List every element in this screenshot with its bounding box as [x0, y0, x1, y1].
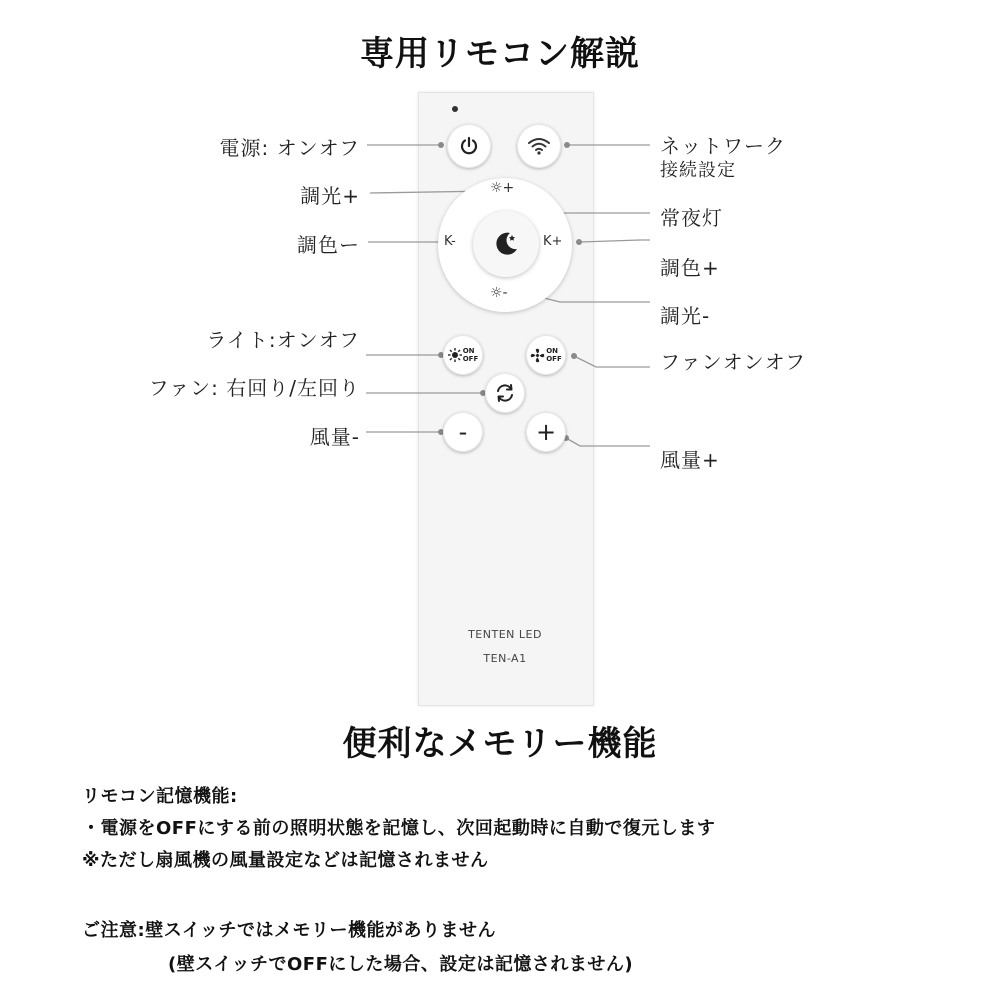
color-down-button[interactable]: K- — [444, 234, 456, 249]
light-on-text: ON — [462, 347, 475, 355]
rotate-icon — [494, 382, 516, 404]
power-button[interactable] — [447, 124, 491, 168]
label-color-up: 調色+ — [660, 256, 720, 280]
fan-icon — [530, 348, 545, 363]
label-power: 電源: オンオフ — [219, 136, 360, 160]
label-night-light: 常夜灯 — [660, 206, 723, 230]
label-fan-direction: ファン: 右回り/左回り — [148, 376, 360, 400]
label-network-line1: ネットワーク — [660, 134, 786, 158]
label-color-down: 調色ー — [297, 233, 360, 257]
light-off-text: OFF — [462, 355, 479, 363]
page-title: 専用リモコン解説 — [360, 34, 640, 74]
note-caution-detail: (壁スイッチでOFFにした場合、設定は記憶されません) — [168, 954, 634, 975]
label-wind-down: 風量- — [309, 425, 360, 449]
fan-direction-button[interactable] — [485, 373, 525, 413]
label-bright-down: 調光- — [660, 304, 711, 328]
memory-section-title: 便利なメモリー機能 — [342, 724, 658, 764]
label-light-onoff: ライト:オンオフ — [206, 328, 360, 352]
fan-off-text: OFF — [546, 355, 562, 363]
bright-down-button[interactable]: ☼- — [490, 285, 508, 301]
bright-up-button[interactable]: ☼+ — [490, 180, 515, 196]
label-bright-up: 調光+ — [300, 184, 360, 208]
label-fan-onoff: ファンオンオフ — [660, 350, 806, 374]
note-line2: ※ただし扇風機の風量設定などは記憶されません — [82, 850, 489, 871]
moon-icon — [491, 229, 521, 259]
brand-text: TENTEN LED — [468, 628, 542, 641]
model-text: TEN-A1 — [483, 652, 527, 665]
power-icon — [458, 135, 480, 157]
wind-down-button[interactable]: - — [443, 412, 483, 452]
note-line1: ・電源をOFFにする前の照明状態を記憶し、次回起動時に自動で復元します — [82, 818, 716, 839]
wind-up-button[interactable]: + — [526, 412, 566, 452]
note-caution: ご注意:壁スイッチではメモリー機能がありません — [82, 920, 496, 941]
fan-on-text: ON — [546, 347, 559, 355]
wifi-icon — [527, 136, 551, 156]
color-up-button[interactable]: K+ — [543, 234, 563, 249]
light-icon — [448, 348, 462, 362]
night-light-button[interactable] — [473, 211, 539, 277]
network-setup-button[interactable] — [517, 124, 561, 168]
fan-onoff-button[interactable] — [526, 335, 566, 375]
note-heading: リモコン記憶機能: — [82, 786, 238, 807]
label-network-line2: 接続設定 — [660, 160, 736, 181]
label-wind-up: 風量+ — [660, 448, 720, 472]
light-onoff-button[interactable] — [443, 335, 483, 375]
